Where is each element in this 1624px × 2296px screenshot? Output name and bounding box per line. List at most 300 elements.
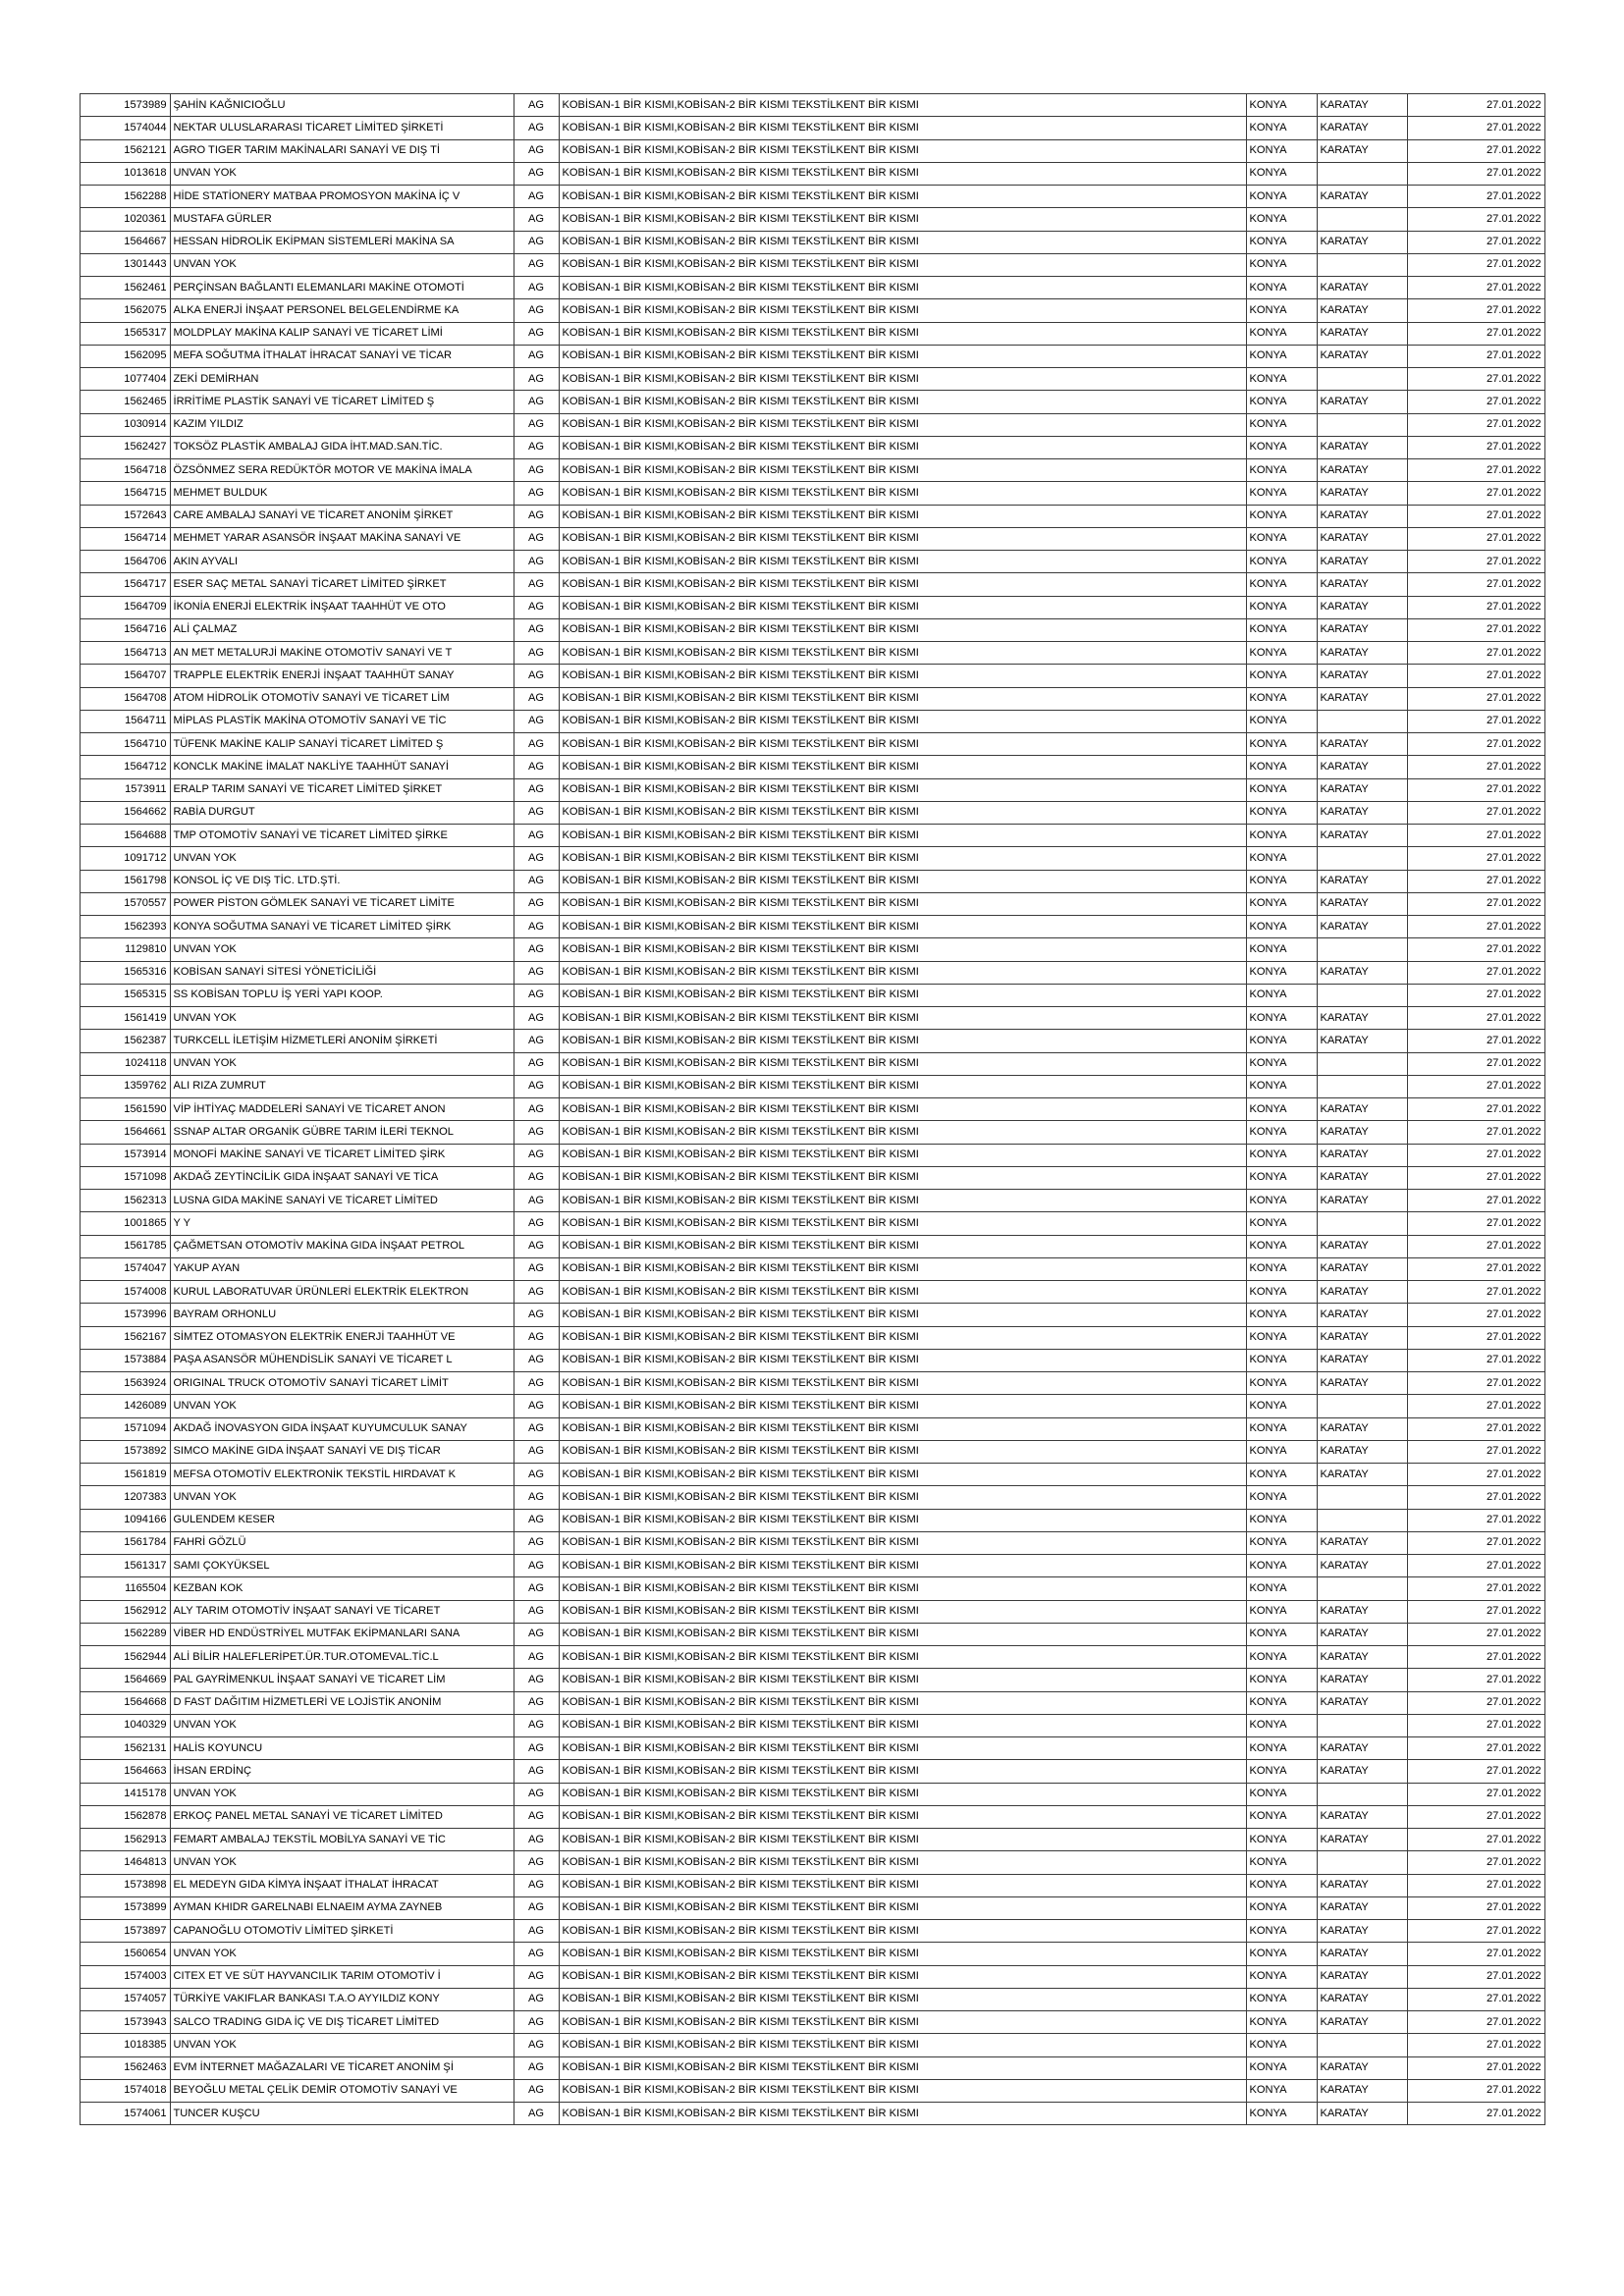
cell-district: KARATAY: [1317, 1464, 1407, 1486]
cell-description: KOBİSAN-1 BİR KISMI,KOBİSAN-2 BİR KISMI TEKSTİLKENT BİR KISMI: [559, 573, 1246, 596]
cell-name: SIMCO MAKİNE GIDA İNŞAAT SANAYİ VE DIŞ TİCAR: [170, 1440, 514, 1463]
cell-name: EL MEDEYN GIDA KİMYA İNŞAAT İTHALAT İHRACAT: [170, 1874, 514, 1896]
cell-description: KOBİSAN-1 BİR KISMI,KOBİSAN-2 BİR KISMI TEKSTİLKENT BİR KISMI: [559, 1190, 1246, 1212]
cell-district: KARATAY: [1317, 117, 1407, 139]
cell-description: KOBİSAN-1 BİR KISMI,KOBİSAN-2 BİR KISMI TEKSTİLKENT BİR KISMI: [559, 551, 1246, 573]
cell-date: 27.01.2022: [1407, 436, 1544, 458]
cell-district: KARATAY: [1317, 139, 1407, 162]
cell-id: 1562075: [80, 299, 170, 322]
cell-id: 1564714: [80, 527, 170, 550]
cell-id: 1001865: [80, 1212, 170, 1235]
table-row: [80, 984, 1544, 1006]
cell-description: KOBİSAN-1 BİR KISMI,KOBİSAN-2 BİR KISMI TEKSTİLKENT BİR KISMI: [559, 1486, 1246, 1509]
table-row: [80, 2056, 1544, 2079]
cell-name: CARE AMBALAJ SANAYİ VE TİCARET ANONİM ŞİRKET: [170, 505, 514, 527]
cell-id: 1564717: [80, 573, 170, 596]
cell-description: KOBİSAN-1 BİR KISMI,KOBİSAN-2 BİR KISMI TEKSTİLKENT BİR KISMI: [559, 1464, 1246, 1486]
cell-id: 1564669: [80, 1669, 170, 1691]
cell-province: KONYA: [1246, 1783, 1317, 1805]
table-row: [80, 847, 1544, 870]
cell-province: KONYA: [1246, 870, 1317, 892]
cell-name: NEKTAR ULUSLARARASI TİCARET LİMİTED ŞİRKETİ: [170, 117, 514, 139]
cell-description: KOBİSAN-1 BİR KISMI,KOBİSAN-2 BİR KISMI TEKSTİLKENT BİR KISMI: [559, 1326, 1246, 1349]
cell-name: ALKA ENERJİ İNŞAAT PERSONEL BELGELENDİRME KA: [170, 299, 514, 322]
cell-province: KONYA: [1246, 459, 1317, 482]
cell-name: RABİA DURGUT: [170, 801, 514, 824]
cell-description: KOBİSAN-1 BİR KISMI,KOBİSAN-2 BİR KISMI TEKSTİLKENT BİR KISMI: [559, 1988, 1246, 2010]
table-row: [80, 2079, 1544, 2102]
cell-description: KOBİSAN-1 BİR KISMI,KOBİSAN-2 BİR KISMI TEKSTİLKENT BİR KISMI: [559, 1440, 1246, 1463]
cell-id: 1571094: [80, 1417, 170, 1440]
table-row: [80, 618, 1544, 641]
cell-id: 1024118: [80, 1052, 170, 1075]
cell-id: 1562912: [80, 1600, 170, 1623]
cell-code: AG: [514, 870, 559, 892]
cell-date: 27.01.2022: [1407, 1805, 1544, 1828]
cell-name: MONOFİ MAKİNE SANAYİ VE TİCARET LİMİTED ŞİRK: [170, 1144, 514, 1166]
cell-district: KARATAY: [1317, 665, 1407, 687]
cell-province: KONYA: [1246, 505, 1317, 527]
cell-province: KONYA: [1246, 139, 1317, 162]
cell-province: KONYA: [1246, 2034, 1317, 2056]
cell-district: [1317, 162, 1407, 185]
cell-id: 1562288: [80, 186, 170, 208]
table-row: [80, 186, 1544, 208]
cell-id: 1570557: [80, 892, 170, 915]
table-row: [80, 1281, 1544, 1304]
cell-id: 1561317: [80, 1555, 170, 1577]
cell-district: KARATAY: [1317, 436, 1407, 458]
cell-code: AG: [514, 596, 559, 618]
table-row: [80, 1737, 1544, 1760]
cell-district: [1317, 1212, 1407, 1235]
cell-code: AG: [514, 1714, 559, 1736]
cell-code: AG: [514, 2079, 559, 2102]
cell-description: KOBİSAN-1 BİR KISMI,KOBİSAN-2 BİR KISMI TEKSTİLKENT BİR KISMI: [559, 208, 1246, 231]
cell-date: 27.01.2022: [1407, 1600, 1544, 1623]
cell-district: KARATAY: [1317, 870, 1407, 892]
cell-id: 1562313: [80, 1190, 170, 1212]
cell-code: AG: [514, 1555, 559, 1577]
cell-province: KONYA: [1246, 801, 1317, 824]
cell-id: 1040329: [80, 1714, 170, 1736]
cell-code: AG: [514, 847, 559, 870]
cell-description: KOBİSAN-1 BİR KISMI,KOBİSAN-2 BİR KISMI TEKSTİLKENT BİR KISMI: [559, 916, 1246, 938]
cell-district: KARATAY: [1317, 1257, 1407, 1280]
cell-district: KARATAY: [1317, 1600, 1407, 1623]
cell-name: İKONİA ENERJİ ELEKTRİK İNŞAAT TAAHHÜT VE OTO: [170, 596, 514, 618]
cell-id: 1020361: [80, 208, 170, 231]
cell-date: 27.01.2022: [1407, 231, 1544, 253]
cell-date: 27.01.2022: [1407, 299, 1544, 322]
cell-code: AG: [514, 413, 559, 436]
cell-province: KONYA: [1246, 1257, 1317, 1280]
table-row: [80, 345, 1544, 367]
cell-date: 27.01.2022: [1407, 825, 1544, 847]
cell-code: AG: [514, 1691, 559, 1714]
cell-id: 1562393: [80, 916, 170, 938]
cell-date: 27.01.2022: [1407, 391, 1544, 413]
cell-date: 27.01.2022: [1407, 618, 1544, 641]
cell-code: AG: [514, 1805, 559, 1828]
cell-province: KONYA: [1246, 1600, 1317, 1623]
cell-date: 27.01.2022: [1407, 322, 1544, 345]
cell-code: AG: [514, 825, 559, 847]
cell-district: KARATAY: [1317, 299, 1407, 322]
cell-province: KONYA: [1246, 1121, 1317, 1144]
cell-description: KOBİSAN-1 BİR KISMI,KOBİSAN-2 BİR KISMI TEKSTİLKENT BİR KISMI: [559, 1395, 1246, 1417]
cell-name: ATOM HİDROLİK OTOMOTİV SANAYİ VE TİCARET LİM: [170, 687, 514, 710]
cell-description: KOBİSAN-1 BİR KISMI,KOBİSAN-2 BİR KISMI TEKSTİLKENT BİR KISMI: [559, 527, 1246, 550]
table-row: [80, 139, 1544, 162]
cell-date: 27.01.2022: [1407, 117, 1544, 139]
cell-description: KOBİSAN-1 BİR KISMI,KOBİSAN-2 BİR KISMI TEKSTİLKENT BİR KISMI: [559, 778, 1246, 801]
cell-id: 1561590: [80, 1098, 170, 1121]
cell-name: SAMI ÇOKYÜKSEL: [170, 1555, 514, 1577]
cell-code: AG: [514, 162, 559, 185]
cell-date: 27.01.2022: [1407, 892, 1544, 915]
cell-code: AG: [514, 1212, 559, 1235]
cell-description: KOBİSAN-1 BİR KISMI,KOBİSAN-2 BİR KISMI TEKSTİLKENT BİR KISMI: [559, 1760, 1246, 1783]
cell-province: KONYA: [1246, 710, 1317, 732]
cell-date: 27.01.2022: [1407, 505, 1544, 527]
cell-id: 1094166: [80, 1509, 170, 1531]
cell-district: KARATAY: [1317, 961, 1407, 984]
cell-province: KONYA: [1246, 1555, 1317, 1577]
table-row: [80, 277, 1544, 299]
cell-code: AG: [514, 1166, 559, 1189]
cell-date: 27.01.2022: [1407, 847, 1544, 870]
cell-date: 27.01.2022: [1407, 1121, 1544, 1144]
cell-code: AG: [514, 1075, 559, 1097]
cell-name: UNVAN YOK: [170, 2034, 514, 2056]
cell-description: KOBİSAN-1 BİR KISMI,KOBİSAN-2 BİR KISMI TEKSTİLKENT BİR KISMI: [559, 642, 1246, 665]
table-row: [80, 1464, 1544, 1486]
cell-description: KOBİSAN-1 BİR KISMI,KOBİSAN-2 BİR KISMI TEKSTİLKENT BİR KISMI: [559, 1943, 1246, 1965]
table-row: [80, 1075, 1544, 1097]
cell-date: 27.01.2022: [1407, 1874, 1544, 1896]
cell-code: AG: [514, 1372, 559, 1395]
cell-province: KONYA: [1246, 1144, 1317, 1166]
cell-province: KONYA: [1246, 117, 1317, 139]
cell-code: AG: [514, 2034, 559, 2056]
table-row: [80, 368, 1544, 391]
cell-code: AG: [514, 2056, 559, 2079]
cell-date: 27.01.2022: [1407, 733, 1544, 756]
cell-name: ALY TARIM OTOMOTİV İNŞAAT SANAYİ VE TİCARET: [170, 1600, 514, 1623]
cell-district: KARATAY: [1317, 1326, 1407, 1349]
cell-id: 1562463: [80, 2056, 170, 2079]
cell-province: KONYA: [1246, 1623, 1317, 1645]
cell-district: KARATAY: [1317, 1829, 1407, 1851]
cell-name: UNVAN YOK: [170, 1395, 514, 1417]
cell-description: KOBİSAN-1 BİR KISMI,KOBİSAN-2 BİR KISMI TEKSTİLKENT BİR KISMI: [559, 1829, 1246, 1851]
cell-district: KARATAY: [1317, 687, 1407, 710]
cell-description: KOBİSAN-1 BİR KISMI,KOBİSAN-2 BİR KISMI TEKSTİLKENT BİR KISMI: [559, 117, 1246, 139]
cell-name: İRRİTİME PLASTİK SANAYİ VE TİCARET LİMİTED Ş: [170, 391, 514, 413]
cell-name: EVM İNTERNET MAĞAZALARI VE TİCARET ANONİM Şİ: [170, 2056, 514, 2079]
cell-date: 27.01.2022: [1407, 1965, 1544, 1988]
cell-date: 27.01.2022: [1407, 1623, 1544, 1645]
cell-date: 27.01.2022: [1407, 1144, 1544, 1166]
cell-name: D FAST DAĞITIM HİZMETLERİ VE LOJİSTİK ANONİM: [170, 1691, 514, 1714]
cell-id: 1562289: [80, 1623, 170, 1645]
cell-code: AG: [514, 1052, 559, 1075]
cell-province: KONYA: [1246, 1395, 1317, 1417]
cell-code: AG: [514, 642, 559, 665]
cell-description: KOBİSAN-1 BİR KISMI,KOBİSAN-2 BİR KISMI TEKSTİLKENT BİR KISMI: [559, 1691, 1246, 1714]
cell-id: 1573989: [80, 94, 170, 117]
cell-province: KONYA: [1246, 1166, 1317, 1189]
cell-code: AG: [514, 1486, 559, 1509]
cell-name: MEHMET BULDUK: [170, 482, 514, 505]
cell-province: KONYA: [1246, 208, 1317, 231]
table-row: [80, 710, 1544, 732]
table-row: [80, 1760, 1544, 1783]
cell-district: KARATAY: [1317, 1760, 1407, 1783]
table-row: [80, 322, 1544, 345]
cell-date: 27.01.2022: [1407, 870, 1544, 892]
cell-date: 27.01.2022: [1407, 1691, 1544, 1714]
cell-date: 27.01.2022: [1407, 551, 1544, 573]
cell-name: ORIGINAL TRUCK OTOMOTİV SANAYİ TİCARET LİMİT: [170, 1372, 514, 1395]
table-row: [80, 1440, 1544, 1463]
cell-description: KOBİSAN-1 BİR KISMI,KOBİSAN-2 BİR KISMI TEKSTİLKENT BİR KISMI: [559, 2056, 1246, 2079]
table-row: [80, 1555, 1544, 1577]
table-row: [80, 1212, 1544, 1235]
cell-id: 1563924: [80, 1372, 170, 1395]
cell-date: 27.01.2022: [1407, 1395, 1544, 1417]
cell-description: KOBİSAN-1 BİR KISMI,KOBİSAN-2 BİR KISMI TEKSTİLKENT BİR KISMI: [559, 1851, 1246, 1874]
cell-province: KONYA: [1246, 231, 1317, 253]
cell-date: 27.01.2022: [1407, 527, 1544, 550]
cell-id: 1359762: [80, 1075, 170, 1097]
cell-name: UNVAN YOK: [170, 1714, 514, 1736]
cell-province: KONYA: [1246, 1531, 1317, 1554]
cell-name: MOLDPLAY MAKİNA KALIP SANAYİ VE TİCARET LİMİ: [170, 322, 514, 345]
table-row: [80, 1646, 1544, 1669]
cell-province: KONYA: [1246, 1212, 1317, 1235]
cell-date: 27.01.2022: [1407, 1509, 1544, 1531]
table-row: [80, 1121, 1544, 1144]
cell-province: KONYA: [1246, 642, 1317, 665]
table-row: [80, 1920, 1544, 1943]
cell-description: KOBİSAN-1 BİR KISMI,KOBİSAN-2 BİR KISMI TEKSTİLKENT BİR KISMI: [559, 1257, 1246, 1280]
cell-description: KOBİSAN-1 BİR KISMI,KOBİSAN-2 BİR KISMI TEKSTİLKENT BİR KISMI: [559, 825, 1246, 847]
cell-id: 1574003: [80, 1965, 170, 1988]
cell-province: KONYA: [1246, 527, 1317, 550]
cell-name: UNVAN YOK: [170, 1783, 514, 1805]
cell-name: UNVAN YOK: [170, 1486, 514, 1509]
cell-code: AG: [514, 1144, 559, 1166]
cell-district: KARATAY: [1317, 94, 1407, 117]
table-row: [80, 1190, 1544, 1212]
cell-name: AKDAĞ ZEYTİNCİLİK GIDA İNŞAAT SANAYİ VE TİCA: [170, 1166, 514, 1189]
cell-name: UNVAN YOK: [170, 1851, 514, 1874]
cell-id: 1562427: [80, 436, 170, 458]
cell-code: AG: [514, 1349, 559, 1371]
table-row: [80, 756, 1544, 778]
cell-id: 1415178: [80, 1783, 170, 1805]
cell-province: KONYA: [1246, 1646, 1317, 1669]
cell-name: ALİ ÇALMAZ: [170, 618, 514, 641]
cell-code: AG: [514, 1417, 559, 1440]
cell-name: MEFSA OTOMOTİV ELEKTRONİK TEKSTİL HIRDAVAT K: [170, 1464, 514, 1486]
cell-date: 27.01.2022: [1407, 1098, 1544, 1121]
cell-code: AG: [514, 459, 559, 482]
cell-district: [1317, 1851, 1407, 1874]
cell-province: KONYA: [1246, 916, 1317, 938]
table-row: [80, 938, 1544, 961]
cell-id: 1564716: [80, 618, 170, 641]
table-row: [80, 665, 1544, 687]
cell-code: AG: [514, 1577, 559, 1600]
cell-id: 1091712: [80, 847, 170, 870]
table-row: [80, 1395, 1544, 1417]
cell-description: KOBİSAN-1 BİR KISMI,KOBİSAN-2 BİR KISMI TEKSTİLKENT BİR KISMI: [559, 1212, 1246, 1235]
cell-district: KARATAY: [1317, 1144, 1407, 1166]
cell-date: 27.01.2022: [1407, 1030, 1544, 1052]
cell-id: 1013618: [80, 162, 170, 185]
cell-id: 1561419: [80, 1007, 170, 1030]
cell-province: KONYA: [1246, 551, 1317, 573]
cell-province: KONYA: [1246, 1281, 1317, 1304]
cell-province: KONYA: [1246, 322, 1317, 345]
cell-id: 1574008: [80, 1281, 170, 1304]
cell-district: KARATAY: [1317, 459, 1407, 482]
cell-code: AG: [514, 938, 559, 961]
cell-id: 1574047: [80, 1257, 170, 1280]
cell-date: 27.01.2022: [1407, 961, 1544, 984]
cell-province: KONYA: [1246, 1349, 1317, 1371]
cell-district: KARATAY: [1317, 596, 1407, 618]
cell-province: KONYA: [1246, 1190, 1317, 1212]
cell-province: KONYA: [1246, 618, 1317, 641]
cell-date: 27.01.2022: [1407, 186, 1544, 208]
cell-province: KONYA: [1246, 1304, 1317, 1326]
cell-id: 1561798: [80, 870, 170, 892]
cell-description: KOBİSAN-1 BİR KISMI,KOBİSAN-2 BİR KISMI TEKSTİLKENT BİR KISMI: [559, 253, 1246, 276]
cell-code: AG: [514, 733, 559, 756]
cell-name: FEMART AMBALAJ TEKSTİL MOBİLYA SANAYİ VE TİC: [170, 1829, 514, 1851]
cell-id: 1562095: [80, 345, 170, 367]
cell-province: KONYA: [1246, 961, 1317, 984]
cell-id: 1573884: [80, 1349, 170, 1371]
cell-code: AG: [514, 2011, 559, 2034]
cell-description: KOBİSAN-1 BİR KISMI,KOBİSAN-2 BİR KISMI TEKSTİLKENT BİR KISMI: [559, 984, 1246, 1006]
cell-district: [1317, 1783, 1407, 1805]
cell-district: KARATAY: [1317, 825, 1407, 847]
cell-district: KARATAY: [1317, 231, 1407, 253]
cell-id: 1562121: [80, 139, 170, 162]
table-row: [80, 1349, 1544, 1371]
cell-date: 27.01.2022: [1407, 916, 1544, 938]
cell-date: 27.01.2022: [1407, 1235, 1544, 1257]
cell-date: 27.01.2022: [1407, 1464, 1544, 1486]
table-row: [80, 1669, 1544, 1691]
cell-date: 27.01.2022: [1407, 710, 1544, 732]
table-row: [80, 527, 1544, 550]
cell-id: 1574044: [80, 117, 170, 139]
cell-name: VİP İHTİYAÇ MADDELERİ SANAYİ VE TİCARET ANON: [170, 1098, 514, 1121]
table-row: [80, 94, 1544, 117]
cell-date: 27.01.2022: [1407, 1257, 1544, 1280]
cell-date: 27.01.2022: [1407, 1326, 1544, 1349]
cell-date: 27.01.2022: [1407, 778, 1544, 801]
cell-date: 27.01.2022: [1407, 253, 1544, 276]
cell-description: KOBİSAN-1 BİR KISMI,KOBİSAN-2 BİR KISMI TEKSTİLKENT BİR KISMI: [559, 1555, 1246, 1577]
cell-description: KOBİSAN-1 BİR KISMI,KOBİSAN-2 BİR KISMI TEKSTİLKENT BİR KISMI: [559, 1714, 1246, 1736]
cell-code: AG: [514, 1896, 559, 1919]
cell-district: KARATAY: [1317, 573, 1407, 596]
records-table-body: [80, 94, 1544, 2125]
cell-date: 27.01.2022: [1407, 1988, 1544, 2010]
cell-code: AG: [514, 1190, 559, 1212]
cell-code: AG: [514, 1829, 559, 1851]
cell-id: 1564711: [80, 710, 170, 732]
cell-id: 1564667: [80, 231, 170, 253]
table-row: [80, 436, 1544, 458]
cell-description: KOBİSAN-1 BİR KISMI,KOBİSAN-2 BİR KISMI TEKSTİLKENT BİR KISMI: [559, 1098, 1246, 1121]
cell-code: AG: [514, 1464, 559, 1486]
cell-name: TÜFENK MAKİNE KALIP SANAYİ TİCARET LİMİTED Ş: [170, 733, 514, 756]
table-row: [80, 1943, 1544, 1965]
cell-name: SİMTEZ OTOMASYON ELEKTRİK ENERJİ TAAHHÜT VE: [170, 1326, 514, 1349]
cell-date: 27.01.2022: [1407, 1052, 1544, 1075]
table-row: [80, 1486, 1544, 1509]
table-row: [80, 1988, 1544, 2010]
table-row: [80, 801, 1544, 824]
cell-description: KOBİSAN-1 BİR KISMI,KOBİSAN-2 BİR KISMI TEKSTİLKENT BİR KISMI: [559, 1600, 1246, 1623]
cell-district: KARATAY: [1317, 322, 1407, 345]
cell-district: [1317, 1486, 1407, 1509]
cell-description: KOBİSAN-1 BİR KISMI,KOBİSAN-2 BİR KISMI TEKSTİLKENT BİR KISMI: [559, 482, 1246, 505]
cell-code: AG: [514, 1965, 559, 1988]
cell-name: KURUL LABORATUVAR ÜRÜNLERİ ELEKTRİK ELEKTRON: [170, 1281, 514, 1304]
cell-description: KOBİSAN-1 BİR KISMI,KOBİSAN-2 BİR KISMI TEKSTİLKENT BİR KISMI: [559, 1737, 1246, 1760]
cell-date: 27.01.2022: [1407, 665, 1544, 687]
cell-name: ZEKİ DEMİRHAN: [170, 368, 514, 391]
cell-district: KARATAY: [1317, 1030, 1407, 1052]
cell-district: KARATAY: [1317, 527, 1407, 550]
cell-id: 1562944: [80, 1646, 170, 1669]
cell-date: 27.01.2022: [1407, 1075, 1544, 1097]
table-row: [80, 1805, 1544, 1828]
cell-id: 1564662: [80, 801, 170, 824]
cell-code: AG: [514, 1737, 559, 1760]
table-row: [80, 459, 1544, 482]
cell-date: 27.01.2022: [1407, 1190, 1544, 1212]
cell-description: KOBİSAN-1 BİR KISMI,KOBİSAN-2 BİR KISMI TEKSTİLKENT BİR KISMI: [559, 733, 1246, 756]
cell-name: MEFA SOĞUTMA İTHALAT İHRACAT SANAYİ VE TİCAR: [170, 345, 514, 367]
cell-description: KOBİSAN-1 BİR KISMI,KOBİSAN-2 BİR KISMI TEKSTİLKENT BİR KISMI: [559, 1121, 1246, 1144]
table-row: [80, 1257, 1544, 1280]
cell-province: KONYA: [1246, 1509, 1317, 1531]
table-row: [80, 1965, 1544, 1988]
cell-name: CITEX ET VE SÜT HAYVANCILIK TARIM OTOMOTİV İ: [170, 1965, 514, 1988]
table-row: [80, 2034, 1544, 2056]
cell-id: 1564661: [80, 1121, 170, 1144]
cell-province: KONYA: [1246, 1030, 1317, 1052]
cell-district: KARATAY: [1317, 1166, 1407, 1189]
cell-province: KONYA: [1246, 413, 1317, 436]
cell-district: KARATAY: [1317, 1555, 1407, 1577]
cell-date: 27.01.2022: [1407, 2103, 1544, 2125]
cell-district: KARATAY: [1317, 2056, 1407, 2079]
cell-district: [1317, 1577, 1407, 1600]
cell-id: 1561784: [80, 1531, 170, 1554]
cell-province: KONYA: [1246, 847, 1317, 870]
